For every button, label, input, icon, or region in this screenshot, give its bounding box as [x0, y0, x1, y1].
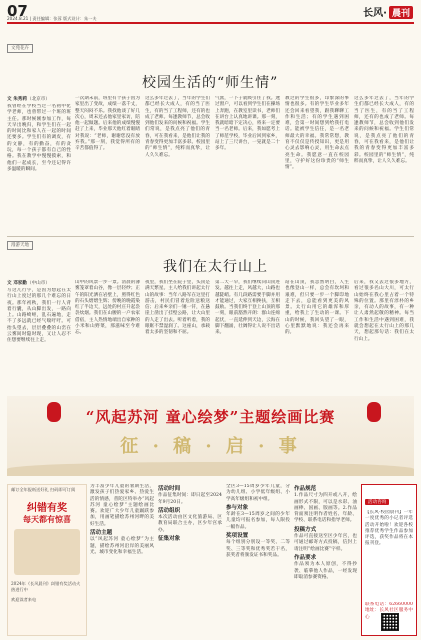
- article1-title: 校园生活的“师生情”: [142, 75, 279, 91]
- ad-illustration: [14, 529, 80, 575]
- contest-sub-participants: 参与对象: [226, 504, 249, 511]
- ad-subline: 每天都有惊喜: [23, 514, 71, 524]
- contest-sub-awards: 奖项设置: [226, 533, 249, 540]
- contest-col-4: [294, 484, 357, 634]
- contest-subtitle: 征 · 稿 · 启 · 事: [120, 436, 301, 457]
- contest-participants-text: 年龄在3—15周岁之间的少年儿童均可报名参加，每人限投一幅作品。: [226, 512, 290, 530]
- brand-logo: [363, 4, 413, 19]
- contest-sub-target: 征集对象: [158, 536, 181, 543]
- brand-tag: 晨刊: [389, 6, 413, 19]
- article2-col-4: 第二天一早，我们继续向山顶进发。越往上走，风越大，山路也越陡峭。有几段路需要手脚并用才能通过，大家互相搀扶，互相鼓励。当我们终于登上山顶的那一刻，眼前豁然开朗：群山连绵起伏，一直延伸到天边，云海在脚下翻涌，壮阔得让人说不出话来。: [215, 280, 280, 336]
- divider: [7, 236, 414, 237]
- contest-sub-spec: 作品规范: [294, 486, 317, 492]
- article2-col-3: 夜里，我们坐在院子里，头顶是满天繁星。主人给我们讲起太行山的故事：当年八路军在这里打游击，村民们冒着危险送粮送信；后来乡亲们一锤一钎，在悬崖上凿出了挂壁公路，让大山里的人走了出去。听着听着，我的眼眶不禁湿润了。这座山，承载着太多的坚韧和不屈。: [145, 280, 210, 336]
- contest-intro: 为丰富少年儿童的暑期生活，激发孩子们热爱家乡、热爱生活的情感，普陀区特举办“风起苏河 童心绘梦”主题绘画比赛。欢迎广大少年儿童踊跃参加，用画笔描绘苏州河畔的美好生活。: [90, 484, 154, 527]
- article2-title: 我们在太行山上: [163, 259, 268, 275]
- contest-target-text: 全区3—15周岁少年儿童，分为幼儿组、小学低年级组、小学高年级组和初中组。: [226, 484, 290, 502]
- contest-theme-text: 以“风起苏河 童心绘梦”为主题，描绘苏州河沿岸的美丽风光、城市变化和幸福生活。: [90, 537, 154, 555]
- contest-sub-theme: 活动主题: [90, 530, 113, 537]
- contest-sub-time: 活动时间: [158, 486, 181, 492]
- article1-col-6: 教过的学生很多，印象深的事情也很多。有的学生毕业多年还会回来看望我，跟我聊聊工作和生活；有的学生遇到困难，会第一时间想到给我打电话。能被学生信任，是一名老师最大的幸福。我常常想，教育不仅仅是传授知识，更是用心灵去影响心灵，用生命去点亮生命。我愿意一直在校园里，守护好这份珍贵的“师生情”。: [285, 96, 349, 171]
- info-box: [361, 484, 417, 636]
- article1-author: 文 朱秀莉（北京市）: [7, 97, 50, 102]
- contest-org-text: 本次活动由区文化旅游局、区教育局联合主办，区少年宫承办。: [158, 515, 222, 533]
- contest-submit-text: 作品可直接送至区少年宫，也可通过邮寄方式投稿，信封上请注明“绘画比赛”字样。: [294, 534, 357, 552]
- contest-col-2: [158, 484, 222, 634]
- contest-spec-text: 1.作品尺寸为四开或八开，绘画形式不限，可以是水彩、油画棒、国画、版画等。2.作品背面须注明作者姓名、年龄、学校、联系电话和指导老师。: [294, 493, 357, 524]
- contest-req-text: 作品须为本人原创，不得抄袭、临摹他人作品，一经发现即取消参赛资格。: [294, 562, 357, 580]
- contest-title: “风起苏河 童心绘梦”主题绘画比赛: [85, 408, 336, 426]
- contest-sub-org: 活动组织: [158, 507, 181, 514]
- header-rule: [7, 22, 414, 24]
- contest-col-3: [226, 484, 290, 634]
- info-box-contact: 联系电话：62660000 地址：长风社区服务中心: [365, 602, 413, 620]
- article2-col-5: 站在山顶，我忽然明白，人生也像登山一样，总会有坎坷和艰难，但只要一步一个脚印地走下去，总能看到更美的风景。太行山用它的雄浑和厚重，给我上了生动的一课。下山的时候，我回头望了一眼，心里默默地说：我还会再来的。: [285, 280, 349, 336]
- section-label-1: 文苑花卉: [7, 44, 33, 53]
- article2-col-1: 写这几行字，是因为想起在太行山上度过的那几个难忘的日夜。那年初秋，我们一行人背着行囊，从山脚出发，一路向上。山路崎岖，乱石遍地，走不了多远就已经气喘吁吁。可抬头望去，层层叠叠的山峦在云雾间时隐时现，又让人忍不住想要继续往上走。: [7, 288, 71, 344]
- river-wave-decoration: [7, 462, 414, 476]
- qr-code-icon[interactable]: [381, 613, 399, 631]
- issue-info: 2024.8.21 | 责任编辑：张蓉 版式设计：朱一夫: [7, 16, 97, 21]
- contest-time-text: 作品征集时间：即日起至2024年9月20日。: [158, 493, 222, 505]
- brand-text: 长风·: [363, 8, 387, 19]
- article2-col-6: 后来，我又去过很多地方，看过很多名山大川，可太行山始终在我心里占着一个特殊的位置。那里有淳朴的乡亲，有动人的故事，有一种让人肃然起敬的精神。每当工作和生活中遇到困难，我就会想起在太行山上的那几天，想起那句话：我们在太行山上。: [354, 280, 414, 342]
- ad-headline: 纠错有奖: [27, 503, 67, 514]
- ad-top-text: 邮订全年报纸送好礼 扫码即可订阅: [11, 487, 76, 492]
- article2-author: 文 邓家勤（中山市）: [7, 281, 50, 286]
- article2-col-2: 山中的风景一步一景。清晨的薄雾笼罩着山谷，像一层轻纱；正午的阳光洒在岩壁上，照得红色的石头熠熠生辉；傍晚的晚霞染红了半边天，远处的村庄升起袅袅炊烟。我们在山腰的一户农家借宿，主人热情地端出自家种的小米和山野菜，那滋味至今难忘。: [75, 280, 140, 336]
- article1-col-3: 这么多年过去了，当年的学生们都已经长大成人，有的当了医生，有的当了工程师，还有的也成了老师。每逢教师节，总会收到他们发来的问候和祝福。学生们常说，是我点亮了他们的青春，可在我看来，是他们让我的青春变得更加丰富多彩。校园里的“师生情”，纯粹而真挚，让人久久难忘。: [145, 96, 210, 158]
- ad-note: 2024年《长风晨刊》纠错有奖活动火热进行中: [11, 581, 81, 592]
- article1-col-5: 气派，一下子就吸引住了我。透过窗户，可以看到学生们在操场上奔跑，在教室里读书，老师们在讲台上认真地讲课。那一刻，我就暗暗下定决心，将来一定要当一名老师。后来，我如愿考上了师范学校，毕业后回到家乡，站上了三尺讲台，一晃就是二十多年。: [215, 96, 280, 152]
- contest-sub-submit: 投稿方式: [294, 526, 317, 533]
- contest-col-1: [90, 484, 154, 634]
- contest-banner: [7, 396, 414, 476]
- contest-awards-text: 每个组别分别设一等奖、二等奖、三等奖和优秀奖若干名，获奖者将颁发证书和奖品。: [226, 540, 290, 558]
- article1-col-2: 一次期末前，班里有个孩子因为家里出了变故，成绩一落千丈，整天闷闷不乐。我找他谈了好几次心，周末还去他家里家访，陪他一起做题。后来他的成绩慢慢赶了上来，毕业那天他红着眼睛对我说：“老师，谢谢您没有放弃我。”那一刻，我觉得所有的辛苦都值得了。: [75, 96, 140, 152]
- correction-reward-ad: [7, 484, 87, 636]
- masthead: [0, 0, 421, 22]
- info-box-text: 【长风·校园晨刊】一年一度优秀的小记者评选活动开始啦！欢迎各校推荐优秀学生作品参加评选，获奖作品将在本报刊登。: [365, 510, 413, 547]
- ad-phone-label: 欢迎读者来电: [11, 597, 37, 602]
- article1-col-1: 我曾经在学校当过一名初中化学老师，也曾带过一个班的班主任。那时候刚参加工作，每天早出晚归，和学生们在一起的时间比和家人在一起的时间还要多。学生们有的调皮，有的文静，有的勤奋，有的贪玩，每一个孩子都有自己的性格。我在教学中慢慢摸索，和他们一起成长，至今还记得许多温暖的瞬间。: [7, 104, 71, 172]
- page-number: 07: [7, 2, 28, 20]
- section-label-2: 漫游天地: [7, 241, 33, 250]
- info-box-title: 活动咨询: [365, 499, 389, 505]
- article1-col-4: 这么多年过去了，当年的学生们都已经长大成人，有的当了医生，有的当了工程师，还有的也成了老师。每逢教师节，总会收到他们发来的问候和祝福。学生们常说，是我点亮了他们的青春，可在我看来，是他们让我的青春变得更加丰富多彩。校园里的“师生情”，纯粹而真挚，让人久久难忘。: [354, 96, 414, 164]
- contest-sub-req: 作品要求: [294, 554, 317, 561]
